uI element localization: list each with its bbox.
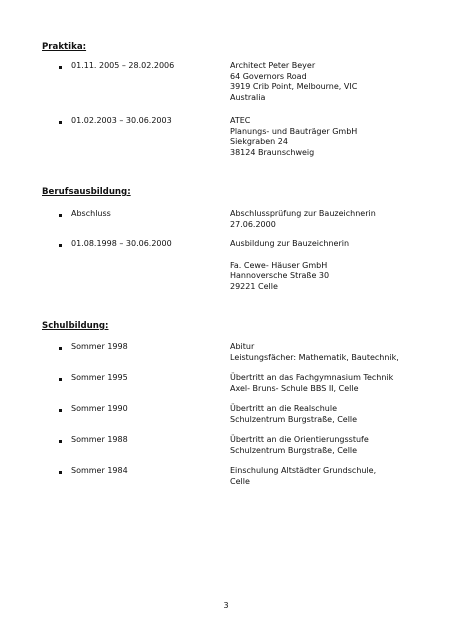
bullet-icon	[59, 347, 62, 350]
detail-line: Einschulung Altstädter Grundschule,	[230, 466, 377, 475]
entry-details	[230, 373, 393, 394]
detail-line: 38124 Braunschweig	[230, 147, 315, 157]
section-heading-berufsausbildung: Berufsausbildung:	[42, 187, 131, 197]
entry-date: Abschluss	[71, 209, 111, 218]
detail-line: Schulzentrum Burgstraße, Celle	[230, 414, 358, 424]
bullet-icon	[59, 409, 62, 412]
section-heading-praktika: Praktika:	[42, 42, 87, 52]
bullet-icon	[59, 121, 62, 124]
entry-details	[230, 116, 357, 158]
detail-line: Axel- Bruns- Schule BBS II, Celle	[230, 383, 359, 393]
bullet-icon	[59, 471, 62, 474]
detail-line: Hannoversche Straße 30	[230, 271, 330, 281]
detail-line: Übertritt an das Fachgymnasium Technik	[230, 373, 394, 382]
entry-details	[230, 466, 376, 487]
entry-date: Sommer 1995	[71, 373, 128, 382]
bullet-icon	[59, 440, 62, 443]
detail-line: Abitur	[230, 342, 255, 351]
bullet-icon	[59, 214, 62, 217]
entry-date: Sommer 1988	[71, 435, 128, 444]
detail-line: Abschlussprüfung zur Bauzeichnerin	[230, 209, 376, 218]
entry-date: Sommer 1990	[71, 404, 128, 413]
detail-line: Schulzentrum Burgstraße, Celle	[230, 445, 358, 455]
entry-details	[230, 61, 357, 103]
entry-details	[230, 239, 349, 292]
entry-date: 01.02.2003 – 30.06.2003	[71, 116, 172, 125]
detail-line: Architect Peter Beyer	[230, 61, 316, 70]
detail-line: 3919 Crib Point, Melbourne, VIC	[230, 82, 358, 92]
detail-line: Ausbildung zur Bauzeichnerin	[230, 239, 350, 248]
bullet-icon	[59, 378, 62, 381]
detail-line: Siekgraben 24	[230, 137, 288, 147]
detail-line: 27.06.2000	[230, 219, 276, 229]
entry-date: 01.08.1998 – 30.06.2000	[71, 239, 172, 248]
bullet-icon	[59, 66, 62, 69]
entry-date: 01.11. 2005 – 28.02.2006	[71, 61, 175, 70]
entry-details	[230, 342, 399, 363]
detail-line: ATEC	[230, 116, 251, 125]
detail-line: Übertritt an die Orientierungsstufe	[230, 435, 369, 444]
detail-line: Fa. Cewe- Häuser GmbH	[230, 260, 328, 270]
entry-details	[230, 435, 369, 456]
entry-details	[230, 404, 357, 425]
detail-line: Leistungsfächer: Mathematik, Bautechnik,	[230, 352, 399, 362]
bullet-icon	[59, 244, 62, 247]
entry-details	[230, 209, 376, 230]
detail-line: Australia	[230, 92, 266, 102]
detail-line: Planungs- und Bauträger GmbH	[230, 126, 358, 136]
blank-line	[230, 250, 349, 261]
entry-date: Sommer 1998	[71, 342, 128, 351]
detail-line: Übertritt an die Realschule	[230, 404, 337, 413]
detail-line: 64 Governors Road	[230, 71, 307, 81]
entry-date: Sommer 1984	[71, 466, 128, 475]
page-number: 3	[223, 601, 229, 610]
detail-line: Celle	[230, 476, 250, 486]
section-heading-schulbildung: Schulbildung:	[42, 321, 109, 331]
detail-line: 29221 Celle	[230, 281, 278, 291]
